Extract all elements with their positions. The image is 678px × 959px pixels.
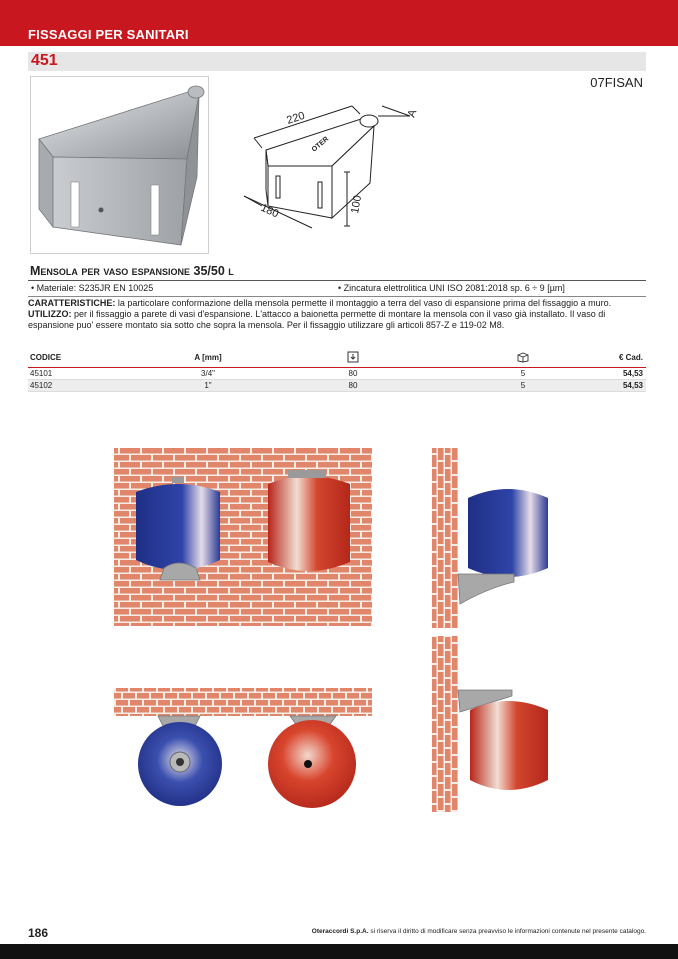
- spec-row: [28, 280, 646, 297]
- section-title: FISSAGGI PER SANITARI: [28, 27, 189, 42]
- product-photo: [30, 76, 209, 254]
- brand-code: 07FISAN: [590, 75, 643, 90]
- page-number: 186: [28, 926, 49, 940]
- spec-material: • Materiale: S235JR EN 10025: [31, 283, 154, 293]
- header-code: CODICE: [30, 353, 62, 362]
- product-title: [30, 264, 234, 278]
- table-row: [28, 380, 646, 392]
- dim-depth: 180: [258, 201, 281, 221]
- cell-code: 45101: [30, 369, 53, 378]
- cell-size: 3/4": [201, 369, 215, 378]
- table-header: [28, 348, 646, 368]
- wall-side-view-bottom: [432, 636, 548, 812]
- dim-length: 220: [285, 109, 307, 127]
- cell-box: 5: [520, 381, 526, 390]
- cell-price: 54,53: [622, 369, 643, 378]
- dim-a: A: [405, 108, 420, 120]
- product-code: 451: [31, 52, 58, 69]
- section-header: [0, 21, 678, 46]
- wall-side-view-top: [432, 448, 548, 628]
- technical-drawing: [232, 88, 442, 248]
- cell-code: 45102: [30, 381, 53, 390]
- header-size: A [mm]: [194, 353, 222, 362]
- dim-height: 100: [349, 194, 365, 215]
- footer-text: si riserva il diritto di modificare senza preavviso le informazioni contenute nel presente catalogo.: [368, 928, 646, 935]
- cell-price: 54,53: [622, 381, 643, 390]
- footer-note: [312, 928, 646, 935]
- usage-label: UTILIZZO:: [28, 309, 72, 319]
- header-price: € Cad.: [618, 353, 643, 362]
- product-code-band: [28, 52, 646, 71]
- product-table: [28, 348, 646, 392]
- cell-box: 5: [520, 369, 526, 378]
- cell-inner-pack: 80: [348, 381, 358, 390]
- bottom-bar: [0, 944, 678, 959]
- inner-pack-icon: [328, 351, 378, 365]
- ceiling-view: [114, 688, 372, 808]
- footer-company: Oteraccordi S.p.A.: [311, 928, 369, 935]
- cell-inner-pack: 80: [348, 369, 358, 378]
- product-title-size: 35/50 l: [193, 264, 234, 278]
- product-title-text: Mensola per vaso espansione: [30, 264, 191, 278]
- table-row: [28, 368, 646, 380]
- installation-illustrations: [108, 440, 568, 820]
- cell-size: 1": [204, 381, 212, 390]
- features-label: CARATTERISTICHE:: [28, 298, 116, 308]
- spec-finish: • Zincatura elettrolitica UNI ISO 2081:2018 sp. 6 ÷ 9 [µm]: [338, 283, 565, 293]
- usage-text: per il fissaggio a parete di vasi d'espansione. L'attacco a baionetta permette di montare la mensola con il vaso già installato. Il vaso di espansione puo' essere montato sia sotto che sopra la mensola. Per il fissaggio utilizzare gli articoli 857-Z e 119-02 M8.: [28, 309, 606, 330]
- wall-front-view: [114, 448, 372, 626]
- bracket-photo-icon: [31, 77, 208, 253]
- top-accent-bar: [0, 0, 678, 21]
- box-icon: [498, 351, 548, 365]
- features-text: la particolare conformazione della mensola permette il montaggio a terra del vaso di espansione prima del fissaggio a muro.: [115, 298, 612, 308]
- description: [28, 298, 648, 331]
- brand-mark: OTER: [310, 135, 331, 154]
